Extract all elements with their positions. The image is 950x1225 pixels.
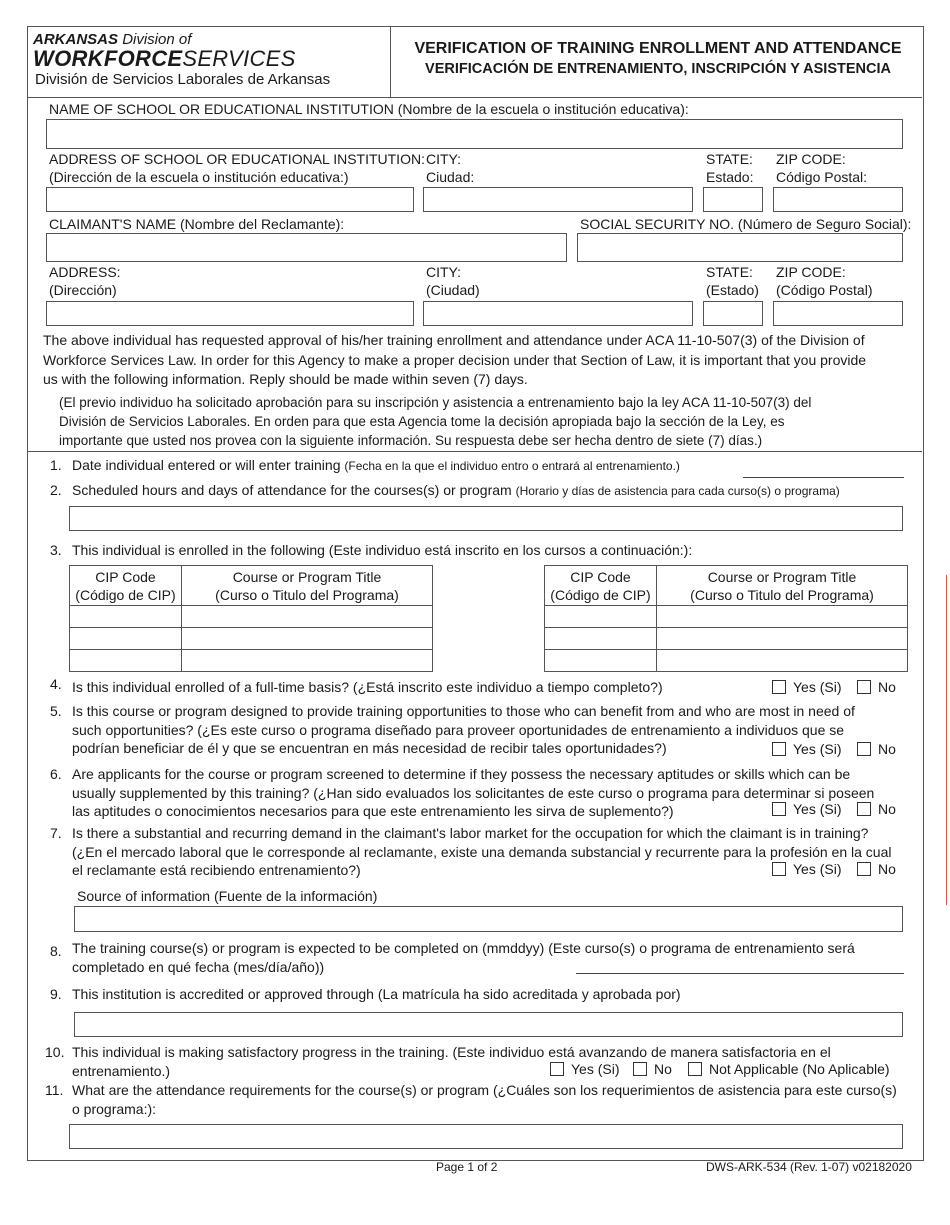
q6-text bbox=[72, 765, 874, 821]
form-id: DWS-ARK-534 (Rev. 1-07) v02182020 bbox=[706, 1160, 912, 1174]
q2-text bbox=[72, 481, 840, 500]
q5-text bbox=[72, 702, 855, 758]
course-title-cell[interactable] bbox=[657, 650, 908, 672]
school-zip-label-es: Código Postal: bbox=[776, 169, 868, 185]
q1-number: 1. bbox=[50, 457, 62, 473]
q4-number: 4. bbox=[50, 676, 62, 692]
q8-line: completado en qué fecha (mes/día/año)) bbox=[72, 959, 325, 975]
intro-en-line: us with the following information. Reply should be made within seven (7) days. bbox=[43, 371, 528, 387]
intro-en-line: Workforce Services Law. In order for this Agency to make a proper decision under that Section of Law, it is important that you provide bbox=[43, 351, 867, 368]
q7-yes-label: Yes (Si) bbox=[793, 861, 842, 877]
q4-no-checkbox[interactable] bbox=[857, 680, 871, 694]
school-zip-label bbox=[776, 150, 867, 186]
table-row bbox=[70, 606, 433, 628]
course-title-header-es: (Curso o Titulo del Programa) bbox=[215, 586, 399, 603]
claimant-address-label-en: ADDRESS: bbox=[49, 264, 121, 280]
course-title-header-es: (Curso o Titulo del Programa) bbox=[690, 586, 874, 603]
q5-yes-label: Yes (Si) bbox=[793, 741, 842, 757]
q10-number: 10. bbox=[45, 1044, 65, 1060]
section-divider bbox=[27, 451, 922, 452]
q5-line: podrían beneficiar de él y que se encuentran en más necesidad de recibir tales oportunidades?) bbox=[72, 740, 667, 756]
q2-text-es: (Horario y días de asistencia para cada curso(s) o programa) bbox=[515, 484, 840, 498]
school-address-label-en: ADDRESS OF SCHOOL OR EDUCATIONAL INSTITUTION: bbox=[49, 151, 425, 167]
q10-no-label: No bbox=[654, 1061, 672, 1077]
claimant-city-label-en: CITY: bbox=[426, 264, 462, 280]
header-vertical-divider bbox=[390, 27, 391, 97]
table-row bbox=[545, 650, 908, 672]
q6-line: usually supplemented by this training? (¿Han sido evaluados los solicitantes de este curso o programa para determinar si poseen bbox=[72, 784, 875, 801]
q5-no-label: No bbox=[878, 741, 896, 757]
q11-attendance-field[interactable] bbox=[69, 1124, 903, 1149]
logo-division: Division of bbox=[122, 31, 192, 48]
form-title bbox=[392, 39, 924, 79]
q6-line: las aptitudes o conocimientos necesarios para que este entrenamiento les sirva de suplemento?) bbox=[72, 803, 674, 819]
q7-no-label: No bbox=[878, 861, 896, 877]
claimant-state-field[interactable] bbox=[703, 301, 763, 326]
claimant-zip-field[interactable] bbox=[773, 301, 903, 326]
logo-workforce: WORKFORCE bbox=[33, 46, 183, 71]
q3-text: This individual is enrolled in the following (Este individuo está inscrito en los cursos a continuación:): bbox=[72, 542, 693, 558]
q7-line: (¿En el mercado laboral que le corresponde al reclamante, existe una demanda substancial y recurrente para la profesión en la cual bbox=[72, 843, 892, 860]
agency-logo bbox=[33, 32, 388, 90]
claimant-zip-label-en: ZIP CODE: bbox=[776, 264, 846, 280]
school-city-field[interactable] bbox=[423, 187, 693, 212]
q8-line: The training course(s) or program is expected to be completed on (mmddyy) (Este curso(s) o programa de entrenamiento será bbox=[72, 940, 855, 956]
scan-edge-mark bbox=[946, 575, 947, 905]
claimant-address-label bbox=[49, 263, 121, 299]
q10-line: entrenamiento.) bbox=[72, 1062, 171, 1079]
school-name-field[interactable] bbox=[46, 119, 903, 149]
q10-line: This individual is making satisfactory progress in the training. (Este individuo está avanzando de manera satisfactoria en el bbox=[72, 1044, 831, 1060]
q2-number: 2. bbox=[50, 482, 62, 498]
cip-code-cell[interactable] bbox=[545, 606, 657, 628]
q6-no-checkbox[interactable] bbox=[857, 802, 871, 816]
course-title-cell[interactable] bbox=[657, 606, 908, 628]
cip-code-header bbox=[70, 566, 182, 606]
q7-source-field[interactable] bbox=[74, 906, 903, 932]
title-english: VERIFICATION OF TRAINING ENROLLMENT AND ATTENDANCE bbox=[414, 40, 902, 57]
school-city-label-en: CITY: bbox=[426, 151, 462, 167]
q6-number: 6. bbox=[50, 766, 62, 782]
school-zip-label-en: ZIP CODE: bbox=[776, 151, 846, 167]
ssn-label: SOCIAL SECURITY NO. (Número de Seguro Social): bbox=[580, 216, 912, 232]
q2-schedule-field[interactable] bbox=[69, 506, 903, 531]
course-title-header bbox=[182, 566, 433, 606]
claimant-state-label bbox=[706, 263, 759, 299]
q7-yes-checkbox[interactable] bbox=[772, 862, 786, 876]
claimant-state-label-es: (Estado) bbox=[706, 282, 759, 298]
claimant-zip-label bbox=[776, 263, 873, 299]
school-address-field[interactable] bbox=[46, 187, 414, 212]
q6-line: Are applicants for the course or program screened to determine if they possess the necessary aptitudes or skills which can be bbox=[72, 766, 851, 782]
q7-line: Is there a substantial and recurring demand in the claimant's labor market for the occupation for which the claimant is in training? bbox=[72, 825, 869, 841]
cip-table-left bbox=[69, 565, 433, 672]
cip-code-cell[interactable] bbox=[545, 628, 657, 650]
intro-en-line: The above individual has requested approval of his/her training enrollment and attendance under ACA 11-10-507(3) of the Division of bbox=[43, 332, 865, 348]
cip-code-cell[interactable] bbox=[70, 628, 182, 650]
intro-spanish bbox=[59, 393, 811, 450]
q11-line: o programa:): bbox=[72, 1100, 157, 1117]
course-title-header-en: Course or Program Title bbox=[707, 568, 857, 585]
cip-code-header-es: (Código de CIP) bbox=[550, 586, 651, 603]
course-title-cell[interactable] bbox=[182, 606, 433, 628]
q3-number: 3. bbox=[50, 542, 62, 558]
course-title-cell[interactable] bbox=[182, 628, 433, 650]
claimant-city-field[interactable] bbox=[423, 301, 693, 326]
claimant-name-label: CLAIMANT'S NAME (Nombre del Reclamante): bbox=[49, 216, 345, 232]
header-divider bbox=[27, 97, 922, 98]
claimant-city-label-es: (Ciudad) bbox=[426, 282, 480, 298]
q4-no-label: No bbox=[878, 679, 896, 695]
claimant-zip-label-es: (Código Postal) bbox=[776, 282, 873, 298]
q11-line: What are the attendance requirements for the course(s) or program (¿Cuáles son los requerimientos de asistencia para este curso(s) bbox=[72, 1082, 897, 1098]
q8-text bbox=[72, 939, 855, 977]
cip-code-cell[interactable] bbox=[545, 650, 657, 672]
claimant-state-label-en: STATE: bbox=[706, 264, 753, 280]
course-title-cell[interactable] bbox=[657, 628, 908, 650]
school-city-label bbox=[426, 150, 474, 186]
q4-yes-checkbox[interactable] bbox=[772, 680, 786, 694]
q2-text-en: Scheduled hours and days of attendance for the courses(s) or program bbox=[72, 482, 512, 498]
q9-accreditation-field[interactable] bbox=[74, 1012, 903, 1037]
school-address-label-es: (Dirección de la escuela o institución educativa:) bbox=[49, 169, 349, 185]
school-name-label: NAME OF SCHOOL OR EDUCATIONAL INSTITUTION (Nombre de la escuela o institución educativa): bbox=[49, 101, 689, 117]
school-state-field[interactable] bbox=[703, 187, 763, 212]
cip-code-cell[interactable] bbox=[70, 650, 182, 672]
cip-table-right bbox=[544, 565, 908, 672]
cip-code-cell[interactable] bbox=[70, 606, 182, 628]
q5-line: such opportunities? (¿Es este curso o programa diseñado para proveer oportunidades de entrenamiento a individuos que se bbox=[72, 721, 845, 738]
logo-services: SERVICES bbox=[182, 46, 296, 71]
q8-date-field[interactable] bbox=[576, 973, 904, 974]
q8-number: 8. bbox=[50, 943, 62, 959]
q9-number: 9. bbox=[50, 986, 62, 1002]
table-row bbox=[70, 628, 433, 650]
course-title-header-en: Course or Program Title bbox=[232, 568, 382, 585]
claimant-city-label bbox=[426, 263, 480, 299]
q7-number: 7. bbox=[50, 825, 62, 841]
intro-es-line: (El previo individuo ha solicitado aprobación para su inscripción y asistencia a entrenamiento bajo la ley ACA 11-10-507(3) del bbox=[59, 395, 812, 410]
q1-text-en: Date individual entered or will enter training bbox=[72, 457, 341, 473]
q10-yes-checkbox[interactable] bbox=[550, 1062, 564, 1076]
cip-code-header bbox=[545, 566, 657, 606]
q6-yes-label: Yes (Si) bbox=[793, 801, 842, 817]
course-title-cell[interactable] bbox=[182, 650, 433, 672]
logo-spanish: División de Servicios Laborales de Arkansas bbox=[35, 71, 331, 88]
q5-number: 5. bbox=[50, 703, 62, 719]
intro-english bbox=[43, 331, 866, 390]
school-city-label-es: Ciudad: bbox=[426, 169, 475, 185]
claimant-address-label-es: (Dirección) bbox=[49, 282, 117, 298]
q10-na-label: Not Applicable (No Aplicable) bbox=[709, 1061, 890, 1077]
claimant-address-field[interactable] bbox=[46, 301, 414, 326]
q1-text-es: (Fecha en la que el individuo entro o entrará al entrenamiento.) bbox=[344, 459, 680, 473]
page-number: Page 1 of 2 bbox=[436, 1160, 498, 1174]
intro-es-line: División de Servicios Laborales. En orden para que esta Agencia tome la decisión apropiada bajo la sección de la Ley, es bbox=[59, 414, 785, 429]
cip-code-header-es: (Código de CIP) bbox=[75, 586, 176, 603]
ssn-field[interactable] bbox=[577, 233, 903, 262]
q1-text bbox=[72, 456, 680, 475]
school-address-label bbox=[49, 150, 425, 186]
school-state-label bbox=[706, 150, 753, 186]
q5-no-checkbox[interactable] bbox=[857, 742, 871, 756]
q7-line: el reclamante está recibiendo entrenamiento?) bbox=[72, 862, 361, 878]
q10-no-checkbox[interactable] bbox=[633, 1062, 647, 1076]
q7-no-checkbox[interactable] bbox=[857, 862, 871, 876]
q11-number: 11. bbox=[45, 1082, 64, 1098]
logo-state: ARKANSAS bbox=[33, 31, 119, 48]
q7-source-label: Source of information (Fuente de la información) bbox=[77, 888, 378, 904]
q4-yes-label: Yes (Si) bbox=[793, 679, 842, 695]
school-state-label-en: STATE: bbox=[706, 151, 753, 167]
cip-code-header-en: CIP Code bbox=[95, 568, 156, 585]
table-row bbox=[545, 628, 908, 650]
q9-text: This institution is accredited or approved through (La matrícula ha sido acreditada y aprobada por) bbox=[72, 986, 681, 1002]
q1-date-field[interactable] bbox=[743, 477, 904, 478]
course-title-header bbox=[657, 566, 908, 606]
q6-no-label: No bbox=[878, 801, 896, 817]
claimant-name-field[interactable] bbox=[46, 233, 567, 262]
q10-yes-label: Yes (Si) bbox=[571, 1061, 620, 1077]
q6-yes-checkbox[interactable] bbox=[772, 802, 786, 816]
q5-line: Is this course or program designed to provide training opportunities to those who can benefit from and who are most in need of bbox=[72, 703, 855, 719]
q5-yes-checkbox[interactable] bbox=[772, 742, 786, 756]
q10-na-checkbox[interactable] bbox=[688, 1062, 702, 1076]
title-spanish: VERIFICACIÓN DE ENTRENAMIENTO, INSCRIPCIÓN Y ASISTENCIA bbox=[425, 61, 891, 77]
table-row bbox=[545, 606, 908, 628]
table-row bbox=[70, 650, 433, 672]
q4-text: Is this individual enrolled of a full-time basis? (¿Está inscrito este individuo a tiempo completo?) bbox=[72, 679, 663, 695]
q11-text bbox=[72, 1081, 897, 1118]
q7-text bbox=[72, 824, 891, 880]
school-zip-field[interactable] bbox=[773, 187, 903, 212]
intro-es-line: importante que usted nos provea con la siguiente información. Su respuesta debe ser hecha dentro de siete (7) días.) bbox=[59, 433, 763, 448]
school-state-label-es: Estado: bbox=[706, 169, 754, 185]
cip-code-header-en: CIP Code bbox=[570, 568, 631, 585]
